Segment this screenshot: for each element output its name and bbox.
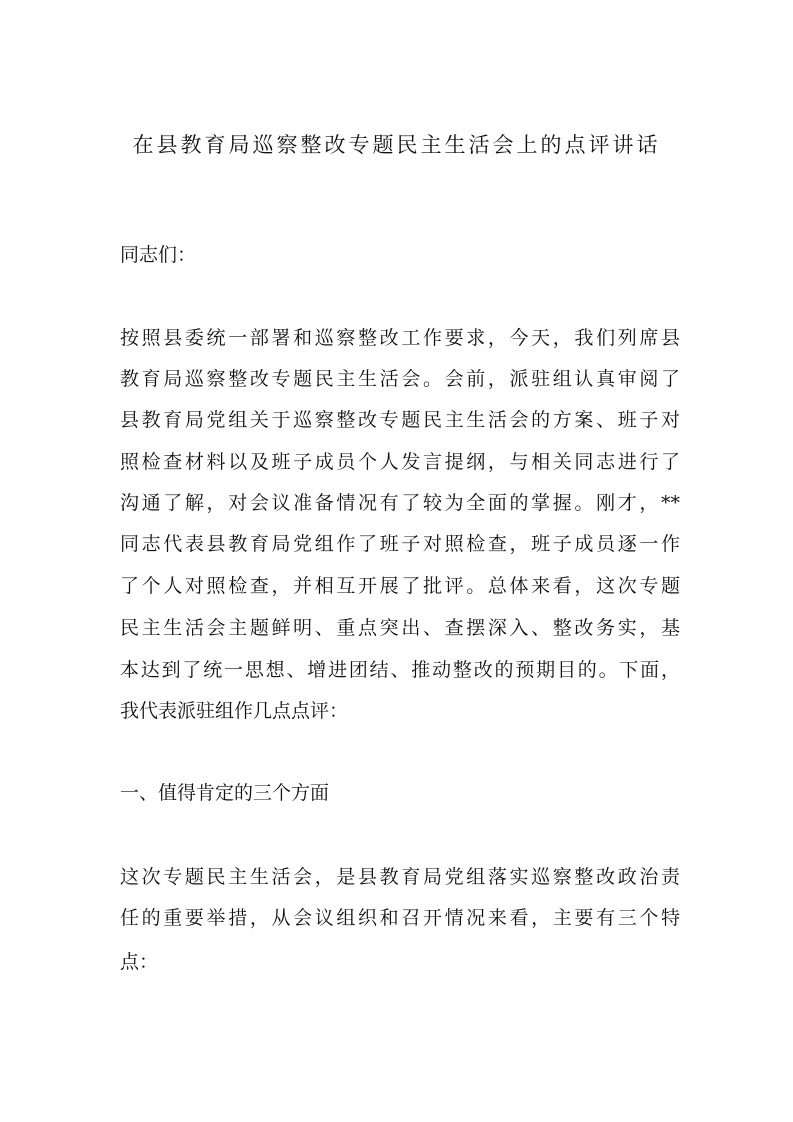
- paragraph-line: 了个人对照检查，并相互开展了批评。总体来看，这次专题: [120, 575, 680, 597]
- paragraph-line: 县教育局党组关于巡察整改专题民主生活会的方案、班子对: [120, 409, 680, 431]
- paragraph-line: 按照县委统一部署和巡察整改工作要求，今天，我们列席县: [120, 327, 680, 349]
- paragraph-line: 民主生活会主题鲜明、重点突出、查摆深入、整改务实，基: [120, 617, 680, 639]
- paragraph-line: 同志代表县教育局党组作了班子对照检查，班子成员逐一作: [120, 533, 680, 555]
- paragraph-line: 点：: [120, 951, 159, 973]
- paragraph-line: 我代表派驻组作几点点评：: [120, 700, 349, 722]
- paragraph-line: 沟通了解，对会议准备情况有了较为全面的掌握。刚才，**: [120, 492, 680, 514]
- salutation: 同志们：: [120, 244, 197, 266]
- paragraph-line: 任的重要举措，从会议组织和召开情况来看，主要有三个特: [120, 907, 680, 929]
- paragraph-line: 这次专题民主生活会，是县教育局党组落实巡察整改政治责: [120, 866, 680, 888]
- section-heading: 一、值得肯定的三个方面: [120, 782, 330, 804]
- paragraph-line: 照检查材料以及班子成员个人发言提纲，与相关同志进行了: [120, 451, 680, 473]
- paragraph-line: 教育局巡察整改专题民主生活会。会前，派驻组认真审阅了: [120, 368, 680, 390]
- paragraph-line: 本达到了统一思想、增进团结、推动整改的预期目的。下面，: [120, 659, 680, 681]
- document-title: 在县教育局巡察整改专题民主生活会上的点评讲话: [132, 133, 661, 157]
